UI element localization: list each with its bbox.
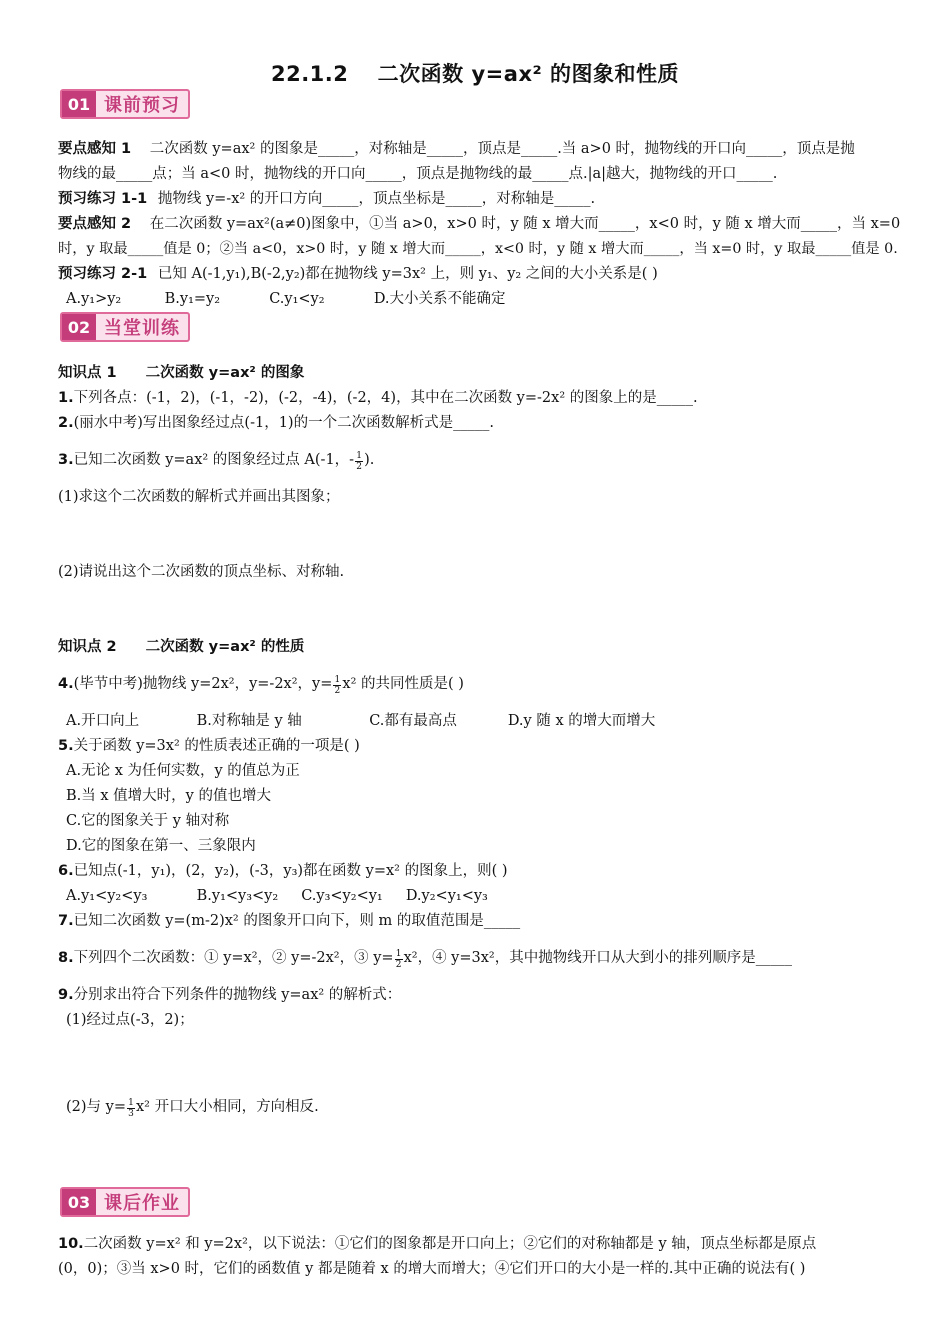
practice-2-1 bbox=[58, 262, 894, 287]
practice-2-1-options bbox=[66, 287, 902, 312]
option-d: D.y 随 x 的增大而增大 bbox=[507, 713, 656, 729]
question-number: 4. bbox=[58, 676, 74, 692]
question-5-option-d: D.它的图象在第一、三象限内 bbox=[66, 838, 256, 854]
question-6 bbox=[58, 859, 894, 884]
key-point-2-line-1 bbox=[58, 212, 901, 237]
question-text: 下列各点：(-1，2)，(-1，-2)，(-2，-4)，(-2，4)，其中在二次函数 y=-2x² 的图象上的是_____. bbox=[73, 390, 698, 406]
question-1 bbox=[58, 386, 894, 411]
key-point-1-text: 二次函数 y=ax² 的图象是_____，对称轴是_____，顶点是_____.当 a>0 时，抛物线的开口向_____，顶点是抛 bbox=[149, 141, 855, 157]
key-point-2-text: 在二次函数 y=ax²(a≠0)图象中，①当 a>0，x>0 时，y 随 x 增大而_____，x<0 时，y 随 x 增大而_____，当 x=0 bbox=[149, 216, 901, 232]
page-title: 22.1.2 二次函数 y=ax² 的图象和性质 bbox=[270, 62, 680, 86]
question-text: 关于函数 y=3x² 的性质表述正确的一项是( ) bbox=[73, 738, 360, 754]
numerator: 1 bbox=[395, 949, 402, 959]
section-badge-training bbox=[60, 312, 190, 342]
denominator: 2 bbox=[334, 686, 341, 696]
practice-2-1-text: 已知 A(-1,y₁),B(-2,y₂)都在抛物线 y=3x² 上，则 y₁、y₂ 之间的大小关系是( ) bbox=[157, 266, 658, 282]
knowledge-point-1-heading: 知识点 1 二次函数 y=ax² 的图象 bbox=[58, 365, 305, 381]
option-c: C.y₃<y₂<y₁ bbox=[301, 888, 383, 904]
denominator: 2 bbox=[356, 462, 362, 472]
question-5-option-c: C.它的图象关于 y 轴对称 bbox=[66, 813, 230, 829]
question-text: 已知二次函数 y=(m-2)x² 的图象开口向下，则 m 的取值范围是_____ bbox=[73, 913, 521, 929]
practice-2-1-heading: 预习练习 2-1 bbox=[58, 266, 148, 282]
question-text: (丽水中考)写出图象经过点(-1，1)的一个二次函数解析式是_____. bbox=[73, 415, 494, 431]
question-5-option-b: B.当 x 值增大时，y 的值也增大 bbox=[66, 788, 271, 804]
question-text: 已知二次函数 y=ax² 的图象经过点 A(-1，- bbox=[73, 452, 355, 468]
badge-number: 01 bbox=[62, 91, 96, 117]
question-number: 1. bbox=[58, 390, 74, 406]
fraction bbox=[333, 675, 341, 696]
question-7 bbox=[58, 909, 894, 934]
question-text: 下列四个二次函数：① y=x²，② y=-2x²，③ y= bbox=[73, 950, 394, 966]
part-text: (2)与 y= bbox=[66, 1099, 126, 1115]
option-a: A.开口向上 bbox=[66, 713, 140, 729]
option-a: A.y₁<y₂<y₃ bbox=[66, 888, 148, 904]
badge-label: 课后作业 bbox=[104, 1193, 180, 1214]
key-point-2-heading: 要点感知 2 bbox=[58, 216, 132, 232]
option-d: D.y₂<y₁<y₃ bbox=[405, 888, 488, 904]
knowledge-point-2-heading: 知识点 2 二次函数 y=ax² 的性质 bbox=[58, 639, 305, 655]
question-2 bbox=[58, 411, 894, 436]
question-9-part-1: (1)经过点(-3，2)； bbox=[66, 1012, 194, 1028]
numerator: 1 bbox=[334, 675, 341, 685]
question-number: 3. bbox=[58, 452, 74, 468]
question-4 bbox=[58, 672, 894, 697]
question-3-part-2: (2)请说出这个二次函数的顶点坐标、对称轴. bbox=[58, 564, 345, 580]
option-c: C.都有最高点 bbox=[369, 713, 457, 729]
key-point-1-line-2: 物线的最_____点；当 a<0 时，抛物线的开口向_____，顶点是抛物线的最_____点.|a|越大，抛物线的开口_____. bbox=[58, 166, 778, 182]
numerator: 1 bbox=[356, 451, 362, 461]
badge-number: 03 bbox=[62, 1189, 96, 1215]
question-5-option-a: A.无论 x 为任何实数，y 的值总为正 bbox=[66, 763, 300, 779]
option-b: B.y₁<y₃<y₂ bbox=[196, 888, 279, 904]
question-9 bbox=[58, 983, 894, 1008]
question-8 bbox=[58, 946, 894, 971]
question-text-end: x²，④ y=3x²，其中抛物线开口从大到小的排列顺序是_____ bbox=[403, 950, 792, 966]
denominator: 2 bbox=[395, 960, 402, 970]
question-3-part-1: (1)求这个二次函数的解析式并画出其图象； bbox=[58, 489, 340, 505]
option-b: B.对称轴是 y 轴 bbox=[196, 713, 302, 729]
question-4-options bbox=[66, 709, 902, 734]
question-number: 7. bbox=[58, 913, 74, 929]
key-point-1-line-1 bbox=[58, 137, 894, 162]
practice-1-1-heading: 预习练习 1-1 bbox=[58, 191, 148, 207]
fraction bbox=[395, 949, 403, 970]
question-6-options bbox=[66, 884, 902, 909]
question-number: 2. bbox=[58, 415, 74, 431]
badge-number: 02 bbox=[62, 314, 96, 340]
option-b: B.y₁=y₂ bbox=[164, 291, 221, 307]
question-10-line-1 bbox=[58, 1232, 894, 1257]
denominator: 3 bbox=[128, 1109, 134, 1119]
question-text: 分别求出符合下列条件的抛物线 y=ax² 的解析式： bbox=[73, 987, 402, 1003]
question-5 bbox=[58, 734, 894, 759]
question-number: 5. bbox=[58, 738, 74, 754]
numerator: 1 bbox=[128, 1098, 134, 1108]
part-text-end: x² 开口大小相同，方向相反. bbox=[136, 1099, 319, 1115]
question-text-end: ). bbox=[364, 452, 375, 468]
question-10-line-2: (0，0)；③当 x>0 时，它们的函数值 y 都是随着 x 的增大而增大；④它们开口的大小是一样的.其中正确的说法有( ) bbox=[58, 1261, 806, 1277]
practice-1-1-text: 抛物线 y=-x² 的开口方向_____，顶点坐标是_____，对称轴是_____. bbox=[157, 191, 596, 207]
question-text: 二次函数 y=x² 和 y=2x²，以下说法：①它们的图象都是开口向上；②它们的对称轴都是 y 轴，顶点坐标都是原点 bbox=[83, 1236, 817, 1252]
fraction bbox=[127, 1098, 135, 1119]
question-text: (毕节中考)抛物线 y=2x²，y=-2x²，y= bbox=[73, 676, 333, 692]
option-a: A.y₁>y₂ bbox=[66, 291, 122, 307]
badge-label: 当堂训练 bbox=[104, 318, 180, 339]
question-number: 9. bbox=[58, 987, 74, 1003]
question-9-part-2 bbox=[66, 1095, 902, 1120]
fraction bbox=[355, 451, 363, 472]
section-badge-preview bbox=[60, 89, 190, 119]
option-c: C.y₁<y₂ bbox=[269, 291, 325, 307]
key-point-1-heading: 要点感知 1 bbox=[58, 141, 132, 157]
question-number: 6. bbox=[58, 863, 74, 879]
question-3 bbox=[58, 448, 894, 473]
badge-label: 课前预习 bbox=[104, 95, 180, 116]
key-point-2-line-2: 时，y 取最_____值是 0；②当 a<0，x>0 时，y 随 x 增大而_____，x<0 时，y 随 x 增大而_____，当 x=0 时，y 取最_____值是 0. bbox=[58, 241, 898, 257]
question-number: 10. bbox=[58, 1236, 84, 1252]
question-text: 已知点(-1，y₁)，(2，y₂)，(-3，y₃)都在函数 y=x² 的图象上，则( ) bbox=[73, 863, 508, 879]
question-text-end: x² 的共同性质是( ) bbox=[342, 676, 464, 692]
section-badge-homework bbox=[60, 1187, 190, 1217]
question-number: 8. bbox=[58, 950, 74, 966]
practice-1-1 bbox=[58, 187, 894, 212]
option-d: D.大小关系不能确定 bbox=[373, 291, 506, 307]
